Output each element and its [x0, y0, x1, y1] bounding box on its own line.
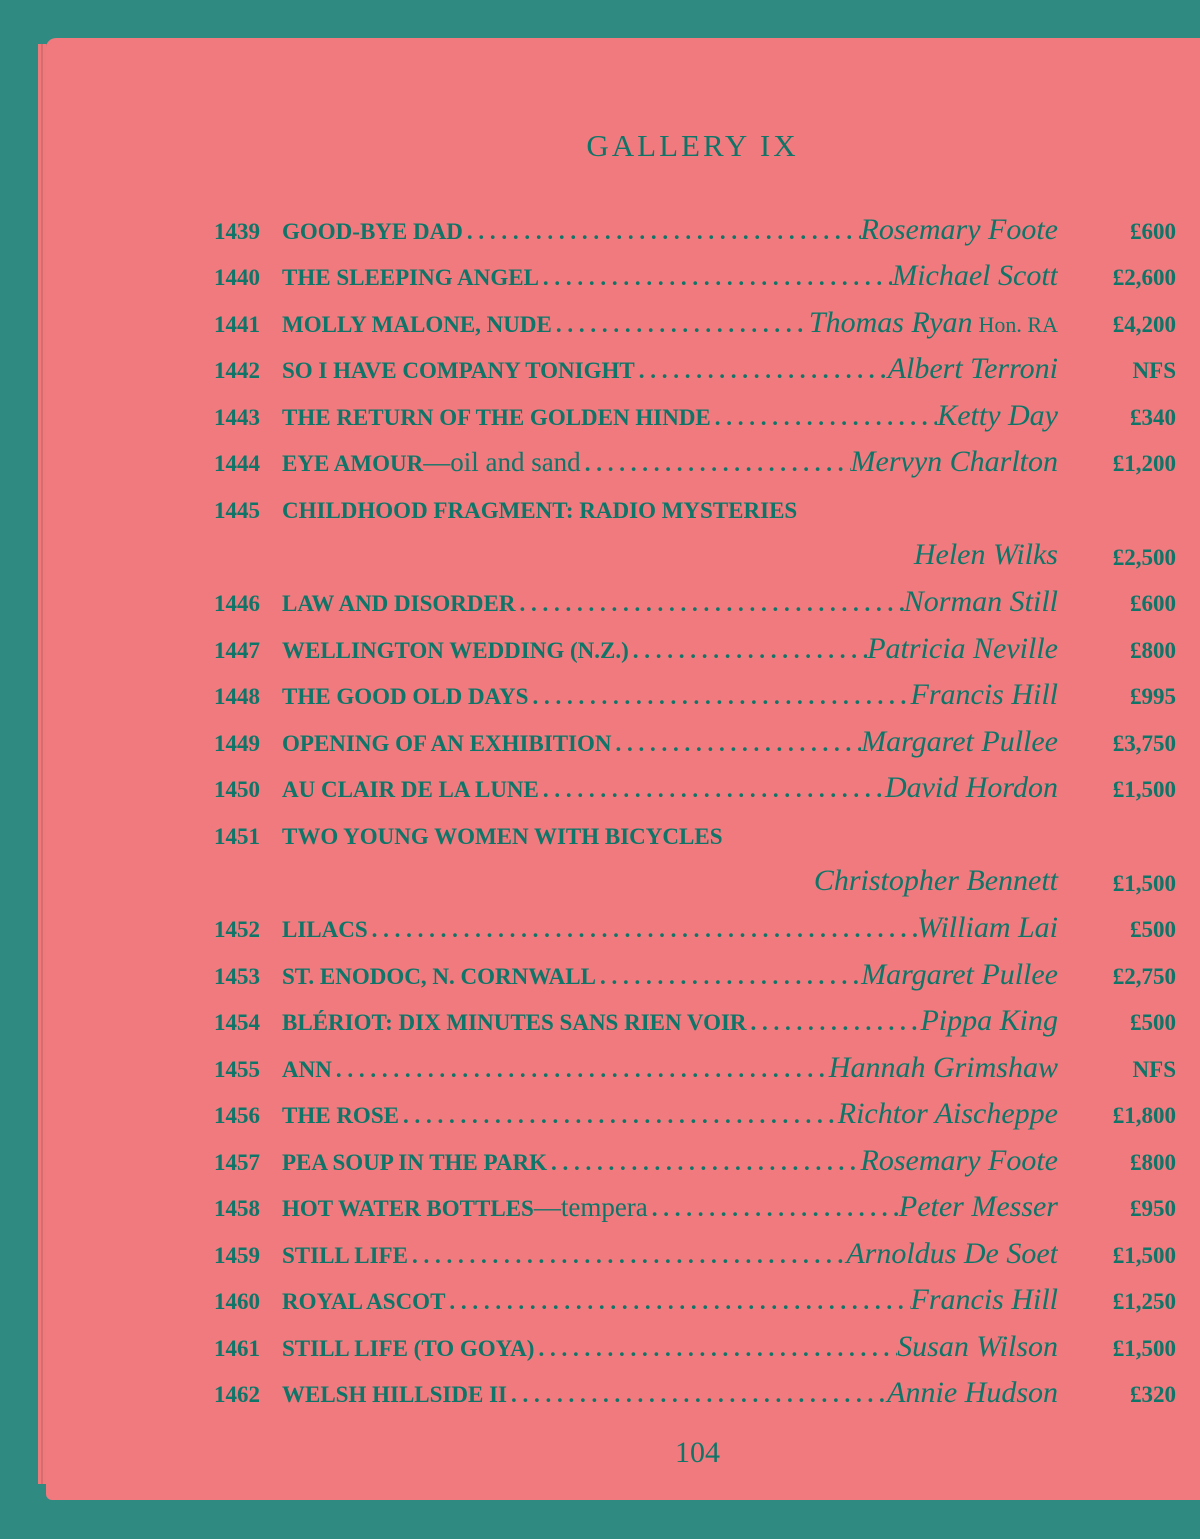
entry-artist: David Hordon: [884, 771, 1058, 804]
entry-price: NFS: [1132, 358, 1176, 383]
dot-leader: [711, 405, 937, 431]
entry-price: £1,500: [1112, 1336, 1176, 1361]
catalogue-entry: [214, 212, 1176, 252]
entry-artist: Rosemary Foote: [860, 213, 1058, 246]
entry-number: 1459: [214, 1243, 260, 1268]
entry-price: £320: [1130, 1382, 1176, 1407]
entry-medium: —tempera: [533, 1192, 648, 1222]
entry-title: PEA SOUP IN THE PARK: [282, 1150, 547, 1175]
entry-title: OPENING OF AN EXHIBITION: [282, 731, 612, 756]
dot-leader: [648, 1196, 899, 1222]
entry-line: [282, 305, 1058, 345]
entry-artist: Peter Messer: [898, 1190, 1058, 1223]
entry-artist: Margaret Pullee: [861, 725, 1058, 758]
entry-title: STILL LIFE (TO GOYA): [282, 1336, 535, 1361]
entry-artist: Susan Wilson: [897, 1330, 1058, 1363]
entry-title: HOT WATER BOTTLES: [282, 1196, 534, 1221]
entry-artist: Thomas Ryan: [808, 306, 973, 339]
entry-medium: —oil and sand: [423, 447, 581, 477]
dot-leader: [507, 1382, 887, 1408]
entry-price: £2,500: [1112, 545, 1176, 570]
entry-title: STILL LIFE: [282, 1243, 408, 1268]
entry-number: 1441: [214, 312, 260, 337]
catalogue-entry: [214, 398, 1176, 438]
entry-number: 1442: [214, 358, 260, 383]
catalogue-entry: [214, 770, 1176, 810]
catalogue-entry: [214, 1282, 1176, 1322]
entry-title: CHILDHOOD FRAGMENT: RADIO MYSTERIES: [282, 498, 798, 523]
entry-price: £1,500: [1112, 871, 1176, 896]
entry-artist: Patricia Neville: [867, 632, 1058, 665]
catalogue-entry: [214, 305, 1176, 345]
entry-price: £1,500: [1112, 1243, 1176, 1268]
catalogue-entry-continuation: [214, 864, 1176, 904]
entry-number: 1453: [214, 964, 260, 989]
entry-title: BLÉRIOT: DIX MINUTES SANS RIEN VOIR: [282, 1010, 747, 1035]
entry-title: TWO YOUNG WOMEN WITH BICYCLES: [282, 824, 723, 849]
entry-price: £800: [1130, 638, 1176, 663]
entry-line: [282, 398, 1058, 438]
entry-number: 1450: [214, 777, 260, 802]
catalogue-entry: [214, 957, 1176, 997]
entry-number: 1444: [214, 451, 260, 476]
entry-price: £600: [1130, 591, 1176, 616]
dot-leader: [534, 1336, 897, 1362]
entry-artist: Francis Hill: [910, 1283, 1058, 1316]
entry-artist: Pippa King: [920, 1004, 1058, 1037]
catalogue-entry: [214, 677, 1176, 717]
entry-number: 1462: [214, 1382, 260, 1407]
entry-price: £500: [1130, 1010, 1176, 1035]
dot-leader: [515, 591, 903, 617]
entry-artist: Norman Still: [903, 585, 1058, 618]
entry-line: [282, 1375, 1058, 1415]
catalogue-entry: [214, 584, 1176, 624]
dot-leader: [596, 964, 861, 990]
entry-number: 1440: [214, 265, 260, 290]
entry-artist: Rosemary Foote: [860, 1144, 1058, 1177]
entry-price: NFS: [1132, 1057, 1176, 1082]
dot-leader: [539, 777, 885, 803]
entry-price: £2,600: [1112, 265, 1176, 290]
entry-title: MOLLY MALONE, NUDE: [282, 312, 552, 337]
entry-price: £1,250: [1112, 1289, 1176, 1314]
catalogue-entry: [214, 1050, 1176, 1090]
entry-title: AU CLAIR DE LA LUNE: [282, 777, 539, 802]
entry-artist: Richtor Aischeppe: [837, 1097, 1058, 1130]
entry-number: 1456: [214, 1103, 260, 1128]
entry-number: 1460: [214, 1289, 260, 1314]
dot-leader: [552, 312, 809, 338]
entry-title: EYE AMOUR: [282, 451, 424, 476]
entry-price: £800: [1130, 1150, 1176, 1175]
entry-line: [282, 584, 1058, 624]
entry-line: [282, 631, 1058, 671]
dot-leader: [612, 731, 862, 757]
entry-artist: Michael Scott: [892, 259, 1058, 292]
entry-line: [282, 957, 1058, 997]
entry-price: £340: [1130, 405, 1176, 430]
entry-price: £1,800: [1112, 1103, 1176, 1128]
entry-number: 1439: [214, 219, 260, 244]
catalogue-entry: [214, 631, 1176, 671]
entry-price: £1,200: [1112, 451, 1176, 476]
dot-leader: [747, 1010, 921, 1036]
dot-leader: [368, 917, 917, 943]
dot-leader: [528, 684, 910, 710]
catalogue-entry: [214, 1375, 1176, 1415]
entry-title: ANN: [282, 1057, 332, 1082]
dot-leader: [463, 219, 861, 245]
entry-title: ST. ENODOC, N. CORNWALL: [282, 964, 596, 989]
catalogue-entry: [214, 724, 1176, 764]
entry-title: THE ROSE: [282, 1103, 399, 1128]
entry-artist: Helen Wilks: [913, 538, 1058, 571]
entry-number: 1446: [214, 591, 260, 616]
catalogue-entry: [214, 817, 1176, 857]
entry-artist: Mervyn Charlton: [850, 445, 1058, 478]
entry-title: THE GOOD OLD DAYS: [282, 684, 529, 709]
entry-title: GOOD-BYE DAD: [282, 219, 463, 244]
entry-artist: Margaret Pullee: [861, 958, 1058, 991]
catalogue-entry: [214, 1096, 1176, 1136]
entry-price: £995: [1130, 684, 1176, 709]
catalogue-entry: [214, 1329, 1176, 1369]
dot-leader: [445, 1289, 910, 1315]
entry-number: 1451: [214, 824, 260, 849]
entry-number: 1448: [214, 684, 260, 709]
entry-artist: Annie Hudson: [887, 1376, 1058, 1409]
entry-number: 1443: [214, 405, 260, 430]
entry-line: [282, 444, 1058, 484]
entry-number: 1447: [214, 638, 260, 663]
dot-leader: [581, 451, 851, 477]
entry-number: 1458: [214, 1196, 260, 1221]
catalogue-entry: [214, 258, 1176, 298]
entry-price: £2,750: [1112, 964, 1176, 989]
catalogue-entry: [214, 444, 1176, 484]
catalogue-entry: [214, 1143, 1176, 1183]
dot-leader: [332, 1057, 829, 1083]
page-number: 104: [675, 1436, 720, 1469]
catalogue-entry-continuation: [214, 538, 1176, 578]
entry-line: [282, 910, 1058, 950]
entry-artist: William Lai: [917, 911, 1058, 944]
entry-price: £3,750: [1112, 731, 1176, 756]
entry-artist: Hannah Grimshaw: [828, 1051, 1058, 1084]
catalogue-entry: [214, 351, 1176, 391]
entry-number: 1449: [214, 731, 260, 756]
dot-leader: [629, 638, 867, 664]
entry-line: [282, 1236, 1058, 1276]
entry-price: £950: [1130, 1196, 1176, 1221]
gallery-title: GALLERY IX: [586, 128, 799, 163]
entry-artist: Ketty Day: [937, 399, 1058, 432]
entry-line: [282, 212, 1058, 252]
entry-number: 1454: [214, 1010, 260, 1035]
entry-line: [282, 1189, 1058, 1229]
entry-line: [282, 1050, 1058, 1090]
entry-artist: Arnoldus De Soet: [846, 1237, 1058, 1270]
entry-price: £4,200: [1112, 312, 1176, 337]
entry-title: THE RETURN OF THE GOLDEN HINDE: [282, 405, 711, 430]
entry-artist: Christopher Bennett: [813, 864, 1058, 897]
entry-title: ROYAL ASCOT: [282, 1289, 446, 1314]
entry-title: SO I HAVE COMPANY TONIGHT: [282, 358, 635, 383]
entry-line: [282, 1096, 1058, 1136]
entry-number: 1445: [214, 498, 260, 523]
entry-line: [282, 258, 1058, 298]
entry-title: LAW AND DISORDER: [282, 591, 516, 616]
catalogue-entry: [214, 1003, 1176, 1043]
entry-price: £1,500: [1112, 777, 1176, 802]
entry-price: £500: [1130, 917, 1176, 942]
catalogue-entry: [214, 1236, 1176, 1276]
entry-line: [282, 351, 1058, 391]
entry-line: [282, 724, 1058, 764]
entry-line: [282, 770, 1058, 810]
entry-title: THE SLEEPING ANGEL: [282, 265, 539, 290]
entry-title: WELSH HILLSIDE II: [282, 1382, 507, 1407]
entry-line: [282, 1329, 1058, 1369]
entry-line: [282, 1143, 1058, 1183]
dot-leader: [539, 265, 892, 291]
catalogue-entry: [214, 910, 1176, 950]
entry-price: £600: [1130, 219, 1176, 244]
entry-title: WELLINGTON WEDDING (N.Z.): [282, 638, 629, 663]
catalogue-entry: [214, 1189, 1176, 1229]
entry-line: [282, 677, 1058, 717]
entry-number: 1452: [214, 917, 260, 942]
entry-artist-honour: Hon. RA: [978, 312, 1058, 337]
dot-leader: [408, 1243, 846, 1269]
catalogue-entry: [214, 491, 1176, 531]
entry-number: 1457: [214, 1150, 260, 1175]
entry-artist: Albert Terroni: [887, 352, 1058, 385]
entry-artist: Francis Hill: [910, 678, 1058, 711]
entry-number: 1455: [214, 1057, 260, 1082]
dot-leader: [399, 1103, 838, 1129]
entry-line: [282, 1003, 1058, 1043]
entry-line: [282, 1282, 1058, 1322]
dot-leader: [547, 1150, 861, 1176]
dot-leader: [635, 358, 888, 384]
entry-title: LILACS: [282, 917, 368, 942]
entry-number: 1461: [214, 1336, 260, 1361]
